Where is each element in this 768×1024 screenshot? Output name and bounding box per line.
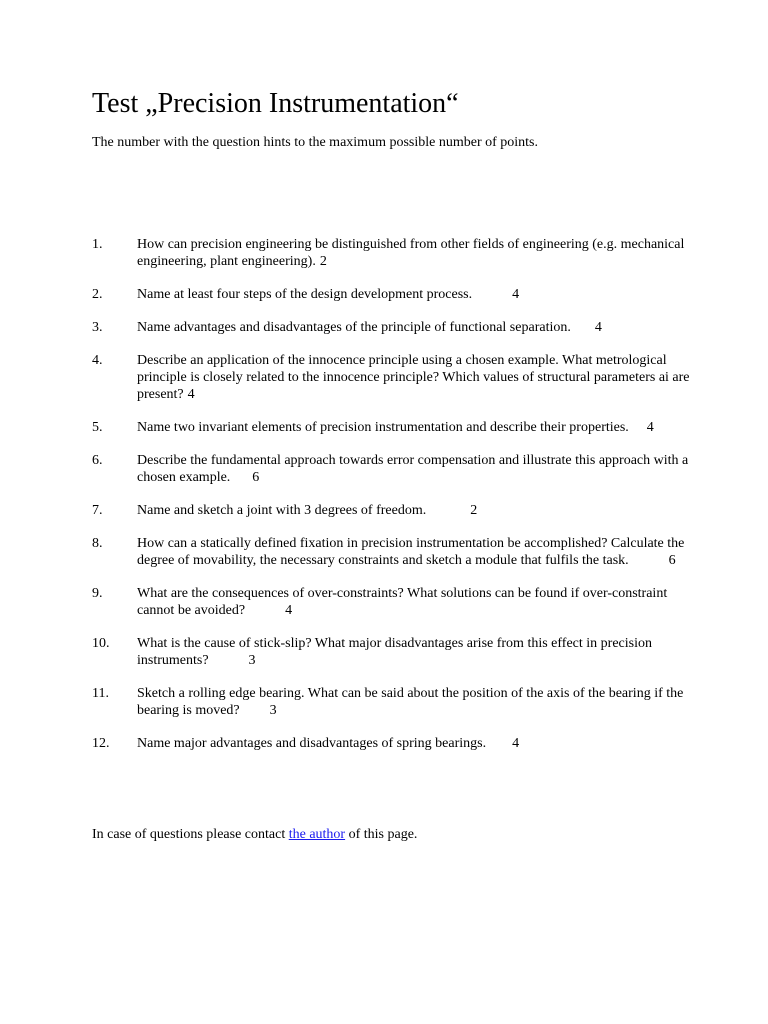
question-number: 12. <box>92 736 110 751</box>
question-item <box>92 685 692 719</box>
question-text: Name at least four steps of the design development process. <box>137 287 473 302</box>
question-text: Name major advantages and disadvantages of spring bearings. <box>137 736 487 751</box>
question-points: 4 <box>187 387 195 402</box>
instructions-text: The number with the question hints to the maximum possible number of points. <box>92 135 539 150</box>
question-points: 3 <box>269 703 277 718</box>
contact-note-after: of this page. <box>345 827 418 842</box>
question-points: 4 <box>285 603 293 618</box>
author-link[interactable]: the author <box>288 827 346 842</box>
question-points: 4 <box>594 320 602 335</box>
question-item <box>92 735 692 752</box>
question-number: 3. <box>92 320 103 335</box>
question-item <box>92 419 692 436</box>
question-number: 10. <box>92 636 110 651</box>
question-text: How can a statically defined fixation in precision instrumentation be accomplished? Calculate the degree of movability, the necessary constraints and sketch a module that fulfils the task. <box>137 536 685 568</box>
question-item <box>92 236 692 270</box>
question-item <box>92 452 692 486</box>
contact-note <box>92 826 417 843</box>
question-points: 2 <box>470 503 478 518</box>
question-number: 5. <box>92 420 103 435</box>
question-item <box>92 352 692 403</box>
question-points: 6 <box>668 553 676 568</box>
question-text: Name two invariant elements of precision instrumentation and describe their properties. <box>137 420 629 435</box>
question-text: Describe the fundamental approach towards error compensation and illustrate this approach with a chosen example. <box>137 453 689 485</box>
question-text: Name advantages and disadvantages of the principle of functional separation. <box>137 320 571 335</box>
document-page <box>92 84 692 842</box>
question-number: 11. <box>92 686 109 701</box>
question-text: How can precision engineering be distinguished from other fields of engineering (e.g. mechanical engineering, plant engineering). <box>137 237 685 269</box>
question-item <box>92 585 692 619</box>
question-text: Sketch a rolling edge bearing. What can be said about the position of the axis of the bearing if the bearing is moved? <box>137 686 684 718</box>
contact-note-before: In case of questions please contact <box>92 827 289 842</box>
question-item <box>92 286 692 303</box>
question-item <box>92 502 692 519</box>
question-points: 2 <box>319 254 327 269</box>
question-text: Describe an application of the innocence principle using a chosen example. What metrological principle is closely related to the innocence principle? Which values of structural parameters ai are present? <box>137 353 690 402</box>
question-number: 8. <box>92 536 103 551</box>
question-points: 4 <box>512 736 520 751</box>
question-number: 1. <box>92 237 103 252</box>
question-item <box>92 535 692 569</box>
question-item <box>92 635 692 669</box>
question-item <box>92 319 692 336</box>
question-number: 4. <box>92 353 103 368</box>
question-text: What is the cause of stick-slip? What major disadvantages arise from this effect in precision instruments? <box>137 636 652 668</box>
page-title: Test „Precision Instrumentation“ <box>92 88 459 119</box>
question-points: 3 <box>248 653 256 668</box>
question-list <box>92 236 692 768</box>
question-points: 6 <box>252 470 260 485</box>
question-number: 7. <box>92 503 103 518</box>
question-points: 4 <box>512 287 520 302</box>
question-number: 6. <box>92 453 103 468</box>
question-points: 4 <box>646 420 654 435</box>
question-number: 9. <box>92 586 103 601</box>
question-text: Name and sketch a joint with 3 degrees of freedom. <box>137 503 427 518</box>
question-text: What are the consequences of over-constraints? What solutions can be found if over-constraint cannot be avoided? <box>137 586 668 618</box>
question-number: 2. <box>92 287 103 302</box>
